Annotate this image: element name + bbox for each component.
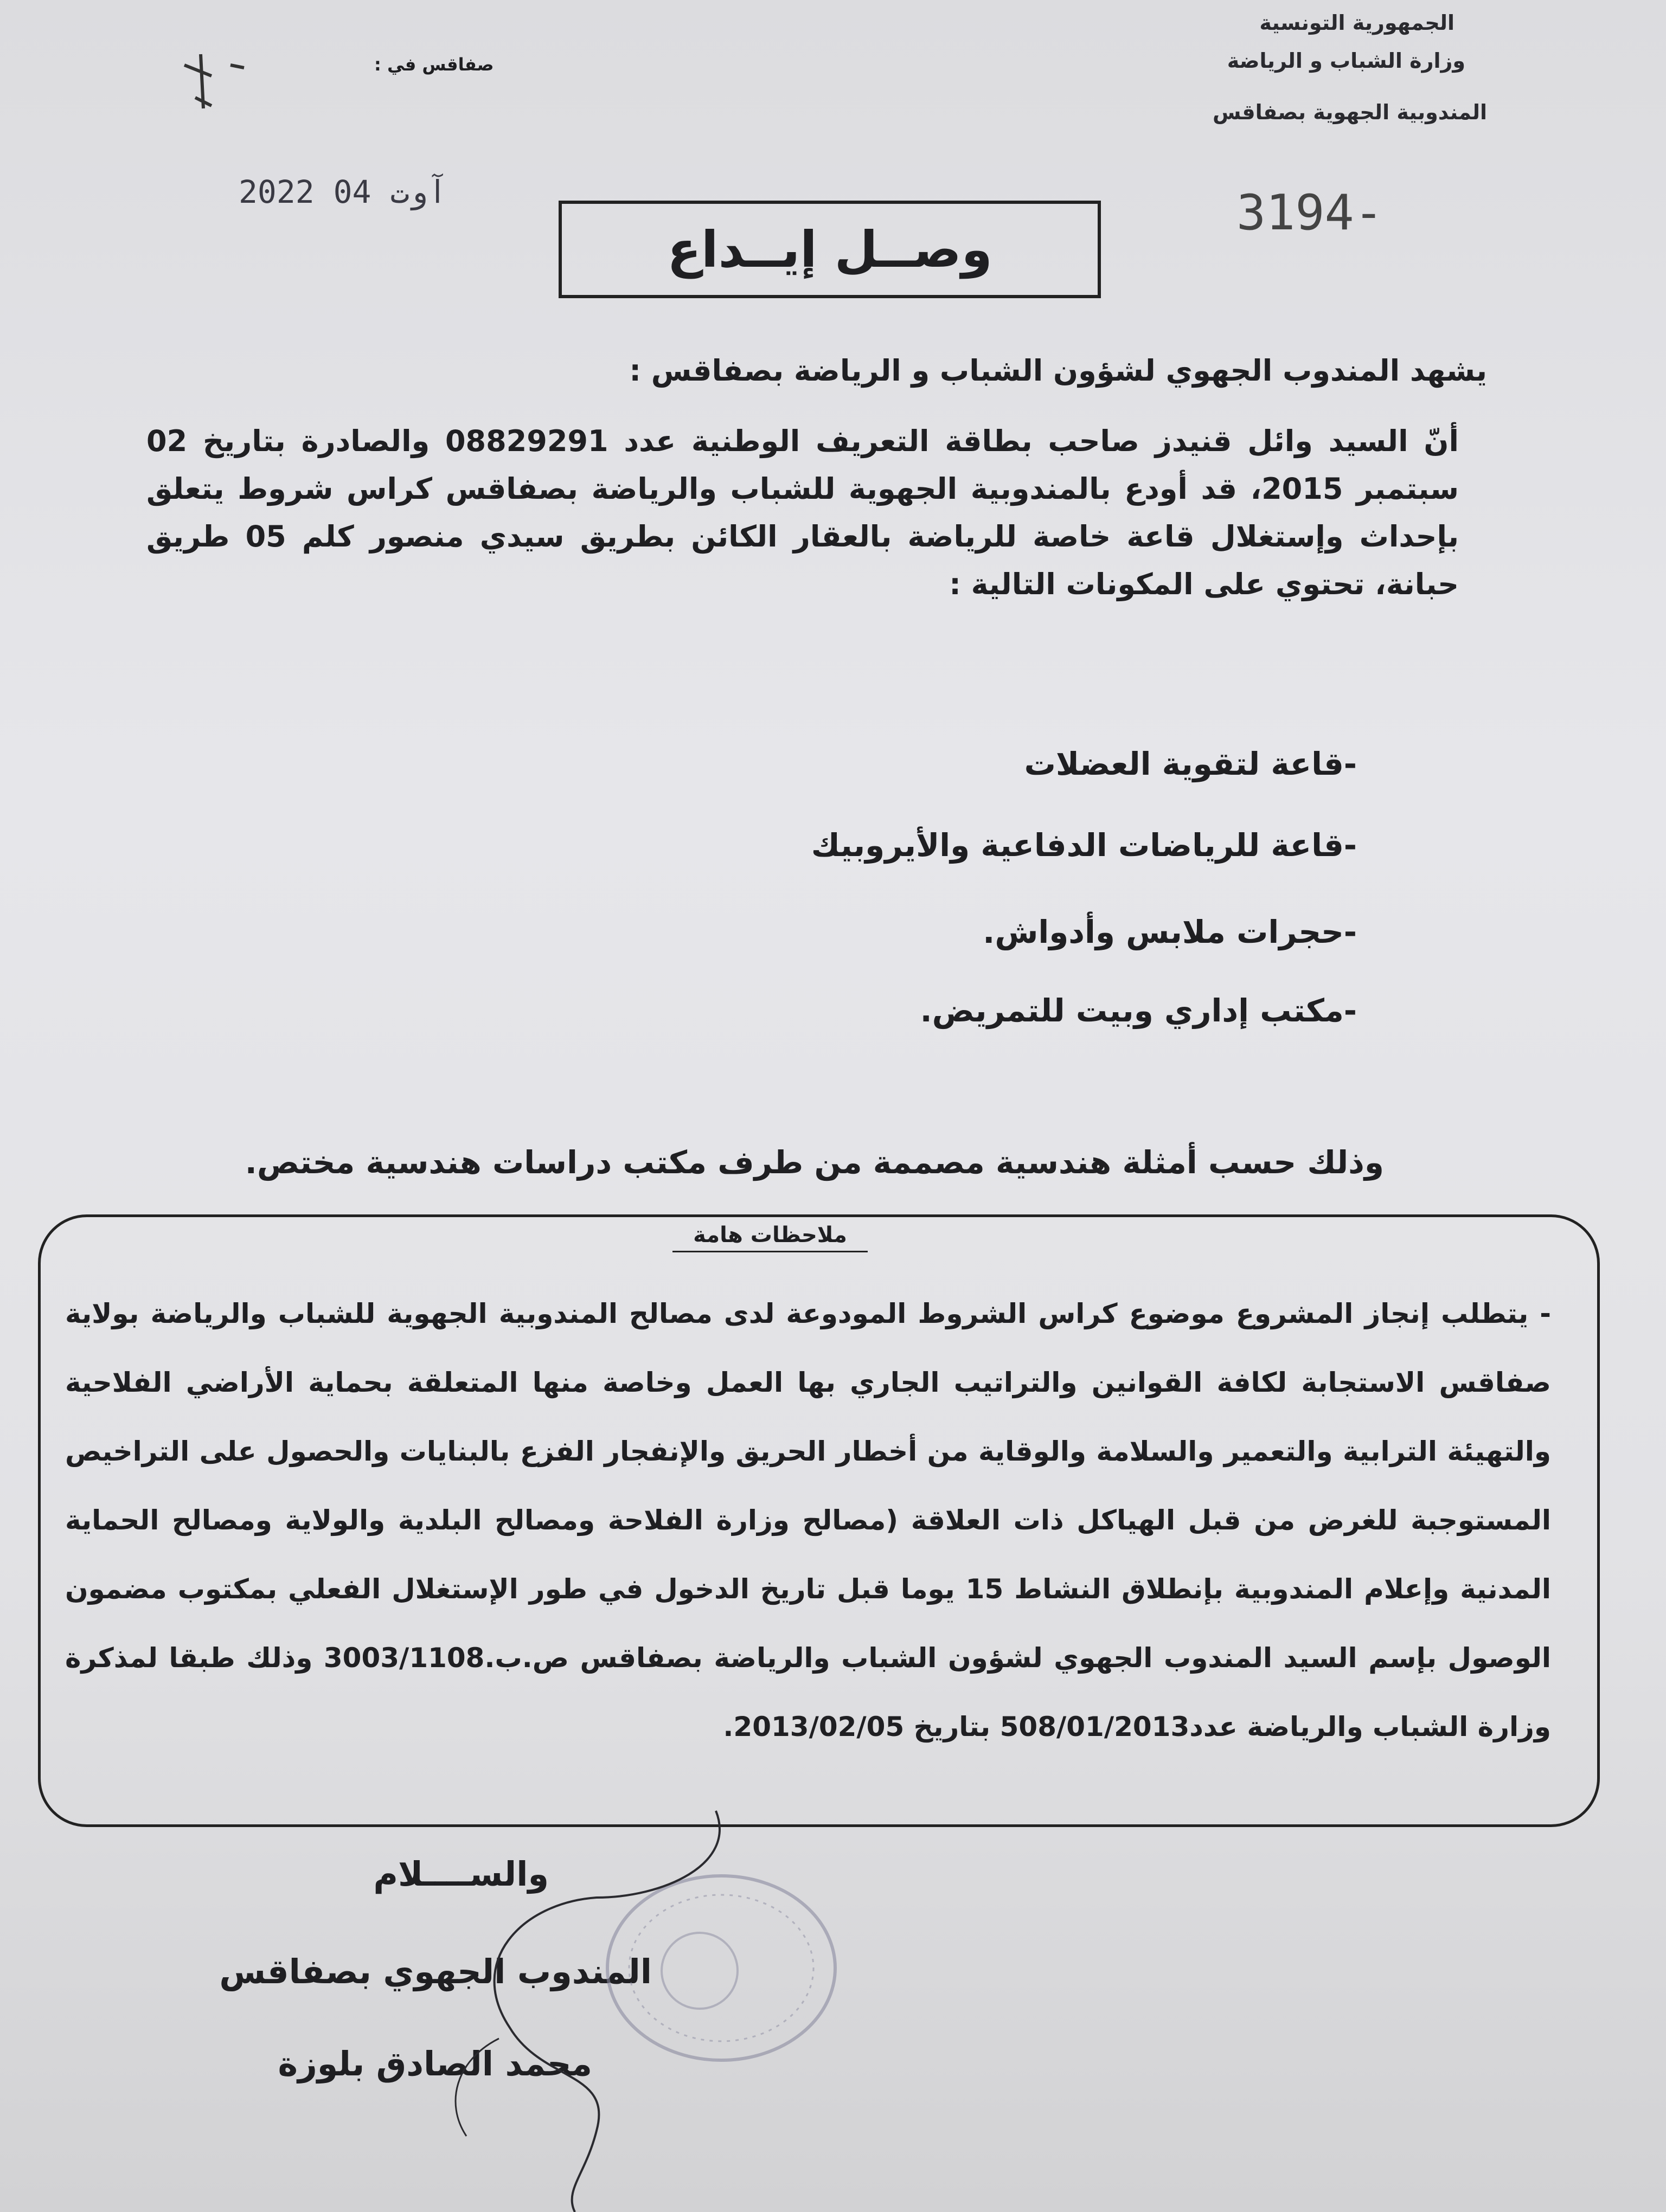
header-ministry: وزارة الشباب و الرياضة [1227,49,1465,73]
title-box [559,201,1101,298]
component-item: -قاعة للرياضات الدفاعية والأيروبيك [811,827,1357,864]
component-item: -مكتب إداري وبيت للتمريض. [920,992,1357,1029]
reference-number: 3194- [1236,184,1383,241]
header-delegation: المندوبية الجهوية بصفاقس [1213,100,1487,124]
component-item: -حجرات ملابس وأدواش. [983,914,1357,950]
signatory-name: محمد الصادق بلوزة [278,2044,592,2084]
salutation: والســــلام [373,1854,549,1894]
signature-scribble-icon [434,1800,759,2212]
component-item: -قاعة لتقوية العضلات [1024,745,1357,782]
closing-line: وذلك حسب أمثلة هندسية مصممة من طرف مكتب دراسات هندسية مختص. [245,1144,1384,1181]
notes-title: ملاحظات هامة [672,1223,868,1252]
intro-line: يشهد المندوب الجهوي لشؤون الشباب و الرياضة بصفاقس : [629,353,1487,388]
body-paragraph: أنّ السيد وائل قنيدز صاحب بطاقة التعريف الوطنية عدد 08829291 والصادرة بتاريخ 02 سبتمبر 2015، قد أودع بالمندوبية الجهوية للشباب والرياضة بصفاقس كراس شروط يتعلق بإحداث وإستغلال قاعة خاصة للرياضة بالعقار الكائن بطريق سيدي منصور كلم 05 طريق حبانة، تحتوي على المكونات التالية : [146,424,1459,601]
header-republic: الجمهورية التونسية [1259,11,1454,35]
notes-text: - يتطلب إنجاز المشروع موضوع كراس الشروط المودوعة لدى مصالح المندوبية الجهوية للشباب والرياضة بولاية صفاقس الاستجابة لكافة القوانين والتراتيب الجاري بها العمل وخاصة منها المتعلقة بحماية الأراضي الفلاحية والتهيئة الترابية والتعمير والسلامة والوقاية من أخطار الحريق والإنفجار الفزع بالبنايات والحصول على التراخيص المستوجبة للغرض من قبل الهياكل ذات العلاقة (مصالح وزارة الفلاحة ومصالح البلدية والولاية ومصالح الحماية المدنية وإعلام المندوبية بإنطلاق النشاط 15 يوما قبل تاريخ الدخول في طور الإستغلال الفعلي بمكتوب مضمون الوصول بإسم السيد المندوب الجهوي لشؤون الشباب والرياضة بصفاقس ص.ب.3003/1108 وذلك طبقا لمذكرة وزارة الشباب والرياضة عدد508/01/2013 بتاريخ 2013/02/05. [65,1298,1551,1742]
handwritten-date: 2022 آوت 04 [239,173,447,210]
signatory-role: المندوب الجهوي بصفاقس [219,1952,652,1991]
place-line: صفاقس في : [374,54,494,75]
document-title: وصــل إيــداع [667,220,992,279]
pen-mark-icon [179,43,277,119]
